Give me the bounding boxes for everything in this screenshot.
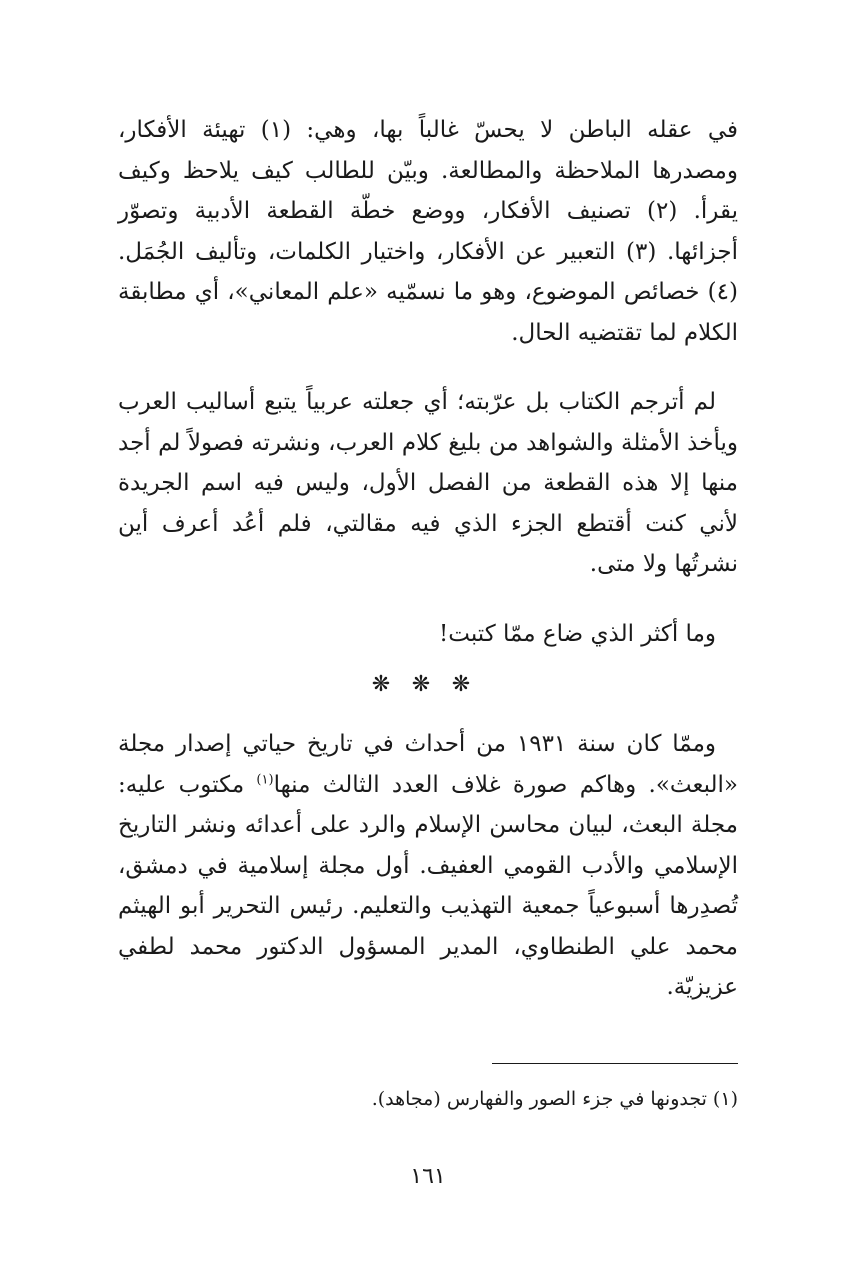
asterisk-icon: ❋ [371, 672, 405, 697]
paragraph-text: في عقله الباطن لا يحسّ غالباً بها، وهي: (١) تهيئة الأفكار، ومصدرها الملاحظة والمطالعة. وبيّن للطالب كيف يلاحظ وكيف يقرأ. (٢) تصنيف الأفكار، ووضع خطّة القطعة الأدبية وتصوّر أجزائها. (٣) التعبير عن الأفكار، واختيار الكلمات، وتأليف الجُمَل. (٤) خصائص الموضوع، وهو ما نسمّيه «علم المعاني»، أي مطابقة الكلام لما تقتضيه الحال. [118, 117, 738, 346]
paragraph-lost-writings [118, 614, 738, 655]
footnote: (١) تجدونها في جزء الصور والفهارس (مجاهد). [371, 1088, 738, 1110]
section-separator [0, 672, 856, 697]
asterisk-icon: ❋ [411, 672, 445, 697]
paragraph-text-part: مكتوب عليه: مجلة البعث، لبيان محاسن الإسلام والرد على أعدائه ونشر التاريخ الإسلامي والأدب القومي العفيف. أول مجلة إسلامية في دمشق، تُصدِرها أسبوعياً جمعية التهذيب والتعليم. رئيس التحرير أبو الهيثم محمد علي الطنطاوي، المدير المسؤول الدكتور محمد لطفي عزيزيّة. [118, 771, 738, 1000]
page-number: ١٦١ [410, 1164, 446, 1189]
asterisk-icon: ❋ [451, 672, 485, 697]
paragraph-translation [118, 382, 738, 585]
paragraph-text-part: وممّا كان سنة ١٩٣١ من أحداث في تاريخ حياتي إصدار مجلة «البعث». وهاكم صورة غلاف العدد الثالث منها [118, 731, 738, 798]
paragraph-text: وما أكثر الذي ضاع ممّا كتبت! [439, 621, 716, 647]
footnote-reference: (١) [256, 771, 274, 787]
paragraph-al-baath-magazine [118, 724, 738, 1008]
footnote-divider [492, 1063, 738, 1064]
paragraph-writing-stages [118, 110, 738, 353]
paragraph-text [118, 724, 738, 1008]
paragraph-text: لم أترجم الكتاب بل عرّبته؛ أي جعلته عربياً يتبع أساليب العرب ويأخذ الأمثلة والشواهد من بليغ كلام العرب، ونشرته فصولاً لم أجد منها إلا هذه القطعة من الفصل الأول، وليس فيه اسم الجريدة لأني كنت أقتطع الجزء الذي فيه مقالتي، فلم أعُد أعرف أين نشرتُها ولا متى. [118, 389, 738, 577]
